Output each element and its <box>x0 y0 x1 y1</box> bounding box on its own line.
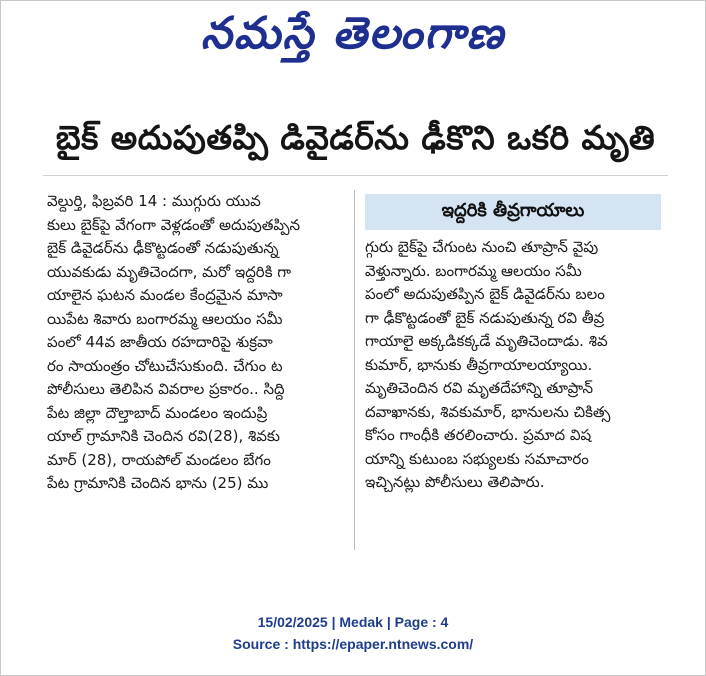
article-text-line: రం సాయంత్రం చోటుచేసుకుంది. చేగుం ట <box>47 356 283 375</box>
article-text-line: మృతిచెందిన రవి మృతదేహాన్ని తూప్రాన్ <box>365 379 594 397</box>
article-right-column <box>365 236 665 495</box>
article-subheading: ఇద్దరికి తీవ్రగాయాలు <box>365 194 661 230</box>
footer-date-line: 15/02/2025 | Medak | Page : 4 <box>257 614 449 630</box>
article-text-line: పేట గ్రామానికి చెందిన భాను (25) ము <box>47 474 269 492</box>
article-text-line: యాన్ని కుటుంబ సభ్యులకు సమాచారం <box>365 449 589 468</box>
article-text-line: దవాఖానకు, శివకుమార్, భానులను చికిత్స <box>365 402 611 421</box>
footer-source-link[interactable]: Source : https://epaper.ntnews.com/ <box>232 636 474 652</box>
article-text-line: గ్గురు బైక్‌పై చేగుంట నుంచి తూప్రాన్ వైపు <box>365 238 599 256</box>
article-text-line: పేట జిల్లా దౌల్తాబాద్ మండలం ఇందుప్రి <box>47 403 268 422</box>
article-text-line: యాల్ గ్రామానికి చెందిన రవి(28), శివకు <box>47 427 280 445</box>
article-text-line: యిపేట శివారు బంగారమ్మ ఆలయం సమీ <box>47 309 283 328</box>
article-text-line: ఇచ్చినట్లు పోలీసులు తెలిపారు. <box>365 473 545 491</box>
article-text-line: గా ఢీకొట్టడంతో బైక్ నడుపుతున్న రవి తీవ్ర <box>365 308 605 327</box>
clip-top-edge <box>53 96 653 104</box>
article-text-line: కోసం గాంధీకి తరలించారు. ప్రమాద విష <box>365 426 592 444</box>
article-text-line: పోలీసులు తెలిపిన వివరాల ప్రకారం.. సిద్ది <box>47 380 285 398</box>
column-divider <box>354 190 355 550</box>
article-text-line: పంలో అదుపుతప్పిన బైక్ డివైడర్‌ను బలం <box>365 285 605 303</box>
article-text-line: యాలైన ఘటన మండల కేంద్రమైన మాసా <box>47 286 283 304</box>
headline-divider <box>43 175 668 176</box>
article-text-line: మార్ (28), రాయపోల్ మండలం బేగం <box>47 450 271 469</box>
article-headline: బైక్ అదుపుతప్పి డివైడర్‌ను ఢీకొని ఒకరి మృతి <box>55 118 656 157</box>
article-text-line: యువకుడు మృతిచెందగా, మరో ఇద్దరికి గా <box>47 262 292 281</box>
article-text-line: కులు బైక్‌పై వేగంగా వెళ్లడంతో అదుపుతప్పిన <box>47 215 300 234</box>
newspaper-masthead: నమస్తే తెలంగాణ <box>200 8 506 59</box>
article-text-line: బైక్ డివైడర్‌ను ఢీకొట్టడంతో నడుపుతున్న <box>47 239 279 257</box>
article-left-column <box>47 190 345 496</box>
article-text-line: కుమార్, భానుకు తీవ్రగాయాలయ్యాయి. <box>365 355 593 374</box>
article-text-line: వెళ్తున్నారు. బంగారమ్మ ఆలయం సమీ <box>365 261 582 280</box>
article-text-line: గాయాలై అక్కడికక్కడే మృతిచెందాడు. శివ <box>365 332 608 350</box>
article-text-line: పంలో 44వ జాతీయ రహదారిపై శుక్రవా <box>47 333 273 351</box>
article-clip <box>43 96 668 546</box>
article-text-line: వెల్దుర్తి, ఫిబ్రవరి 14 : ముగ్గురు యువ <box>47 192 261 210</box>
